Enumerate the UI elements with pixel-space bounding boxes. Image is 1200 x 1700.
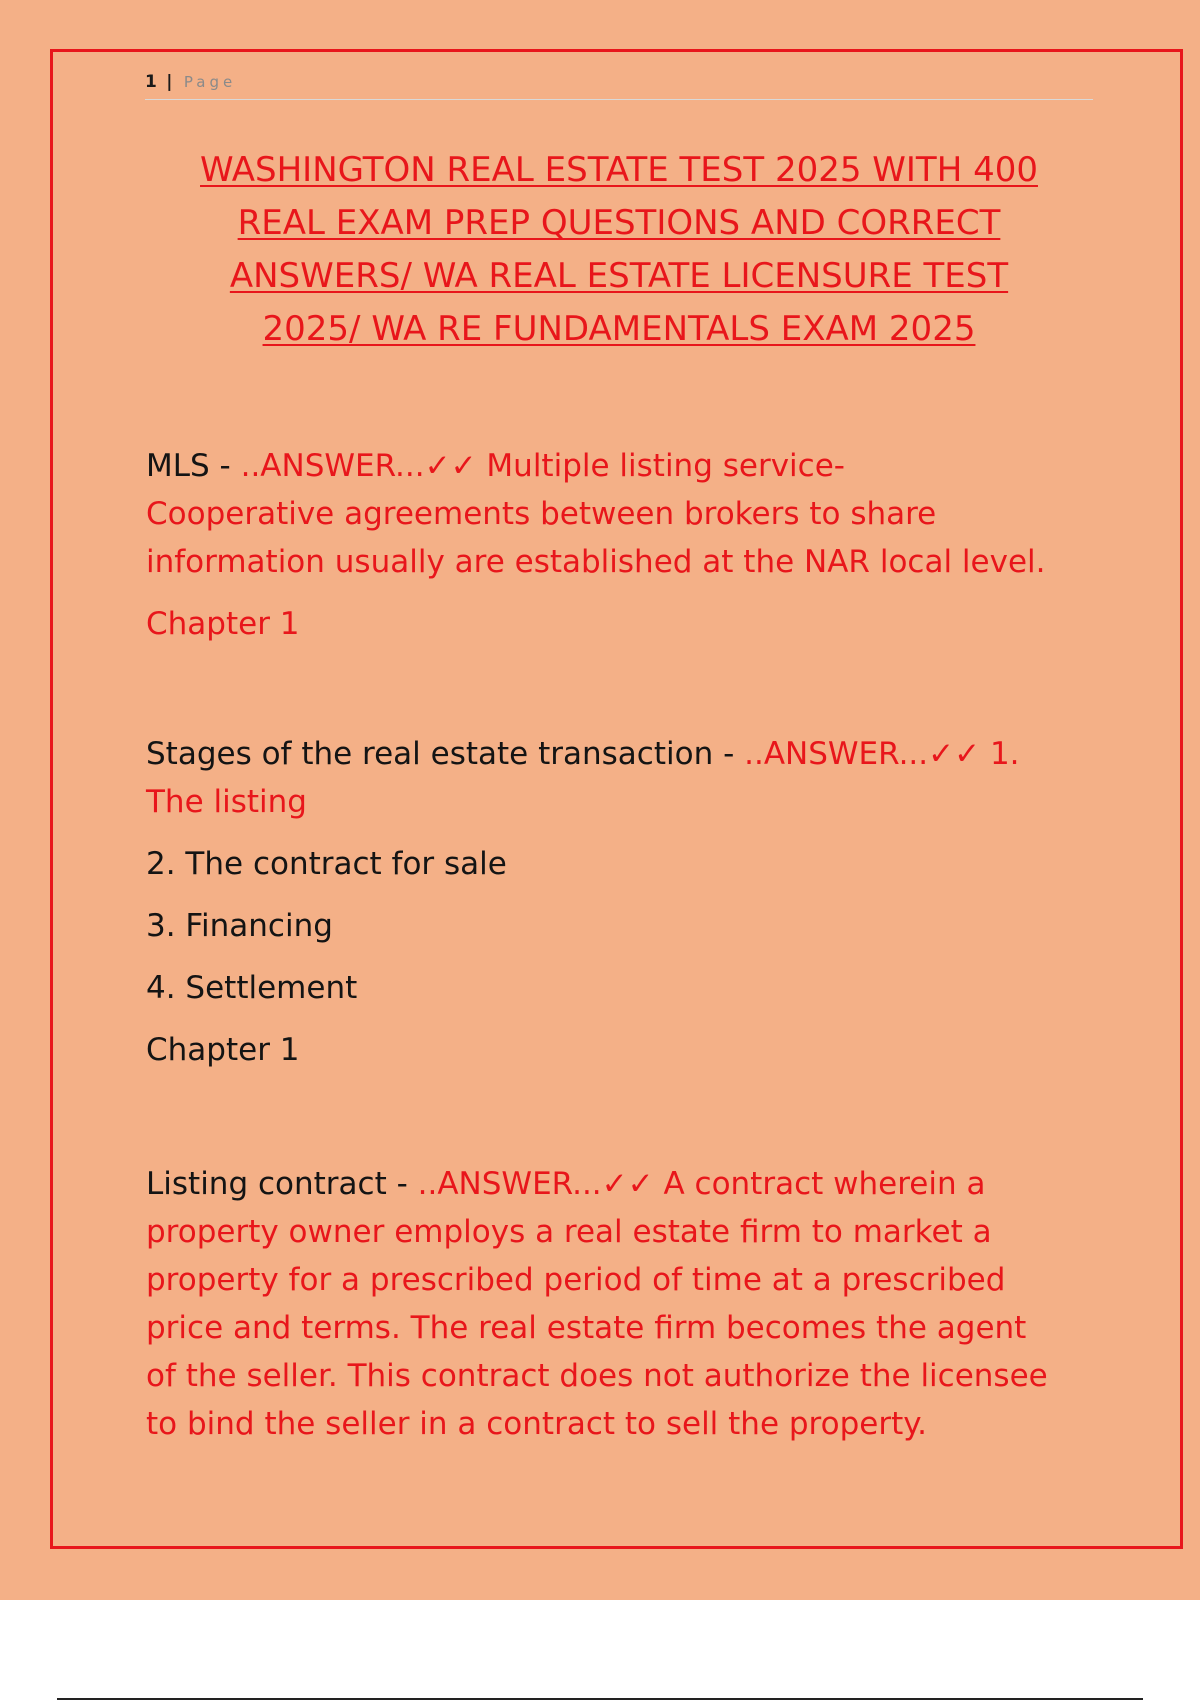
- title-line: WASHINGTON REAL ESTATE TEST 2025 WITH 400: [200, 150, 1038, 190]
- qa-entry-listing-contract: [146, 1160, 1096, 1448]
- document-title: [145, 144, 1093, 356]
- page-separator: |: [166, 72, 173, 92]
- title-line: REAL EXAM PREP QUESTIONS AND CORRECT: [237, 203, 1001, 243]
- page-word: Page: [183, 73, 237, 91]
- answer-text: to bind the seller in a contract to sell the property.: [146, 1406, 928, 1442]
- title-line: 2025/ WA RE FUNDAMENTALS EXAM 2025: [262, 309, 976, 349]
- answer-marker: ..ANSWER...✓✓: [744, 736, 990, 772]
- step-item: 3. Financing: [146, 908, 333, 944]
- answer-text: information usually are established at the NAR local level.: [146, 544, 1046, 580]
- answer-text: A contract wherein a: [663, 1166, 986, 1202]
- chapter-label: Chapter 1: [146, 1032, 300, 1068]
- answer-text: property owner employs a real estate firm to market a: [146, 1214, 992, 1250]
- qa-entry-stages: [146, 730, 1096, 1074]
- answer-marker: ..ANSWER...✓✓: [240, 448, 487, 484]
- step-item: 2. The contract for sale: [146, 846, 507, 882]
- page-number: 1: [145, 72, 157, 92]
- entry-first-line: [146, 1160, 1096, 1208]
- answer-text: The listing: [146, 784, 307, 820]
- answer-text: price and terms. The real estate firm becomes the agent: [146, 1310, 1027, 1346]
- answer-text: 1.: [989, 736, 1020, 772]
- entry-term: Stages of the real estate transaction -: [146, 736, 745, 772]
- entry-first-line: [146, 730, 1096, 778]
- answer-marker: ..ANSWER...✓✓: [417, 1166, 664, 1202]
- qa-entry-mls: [146, 442, 1096, 648]
- answer-text: property for a prescribed period of time at a prescribed: [146, 1262, 1006, 1298]
- entry-term: Listing contract -: [146, 1166, 418, 1202]
- step-item: 4. Settlement: [146, 970, 358, 1006]
- chapter-label: Chapter 1: [146, 606, 300, 642]
- page-header: [145, 72, 1093, 100]
- entry-term: MLS -: [146, 448, 241, 484]
- answer-text: Multiple listing service-: [486, 448, 845, 484]
- answer-text: of the seller. This contract does not authorize the licensee: [146, 1358, 1048, 1394]
- answer-text: Cooperative agreements between brokers to share: [146, 496, 937, 532]
- title-line: ANSWERS/ WA REAL ESTATE LICENSURE TEST: [229, 256, 1009, 296]
- entry-first-line: [146, 442, 1096, 490]
